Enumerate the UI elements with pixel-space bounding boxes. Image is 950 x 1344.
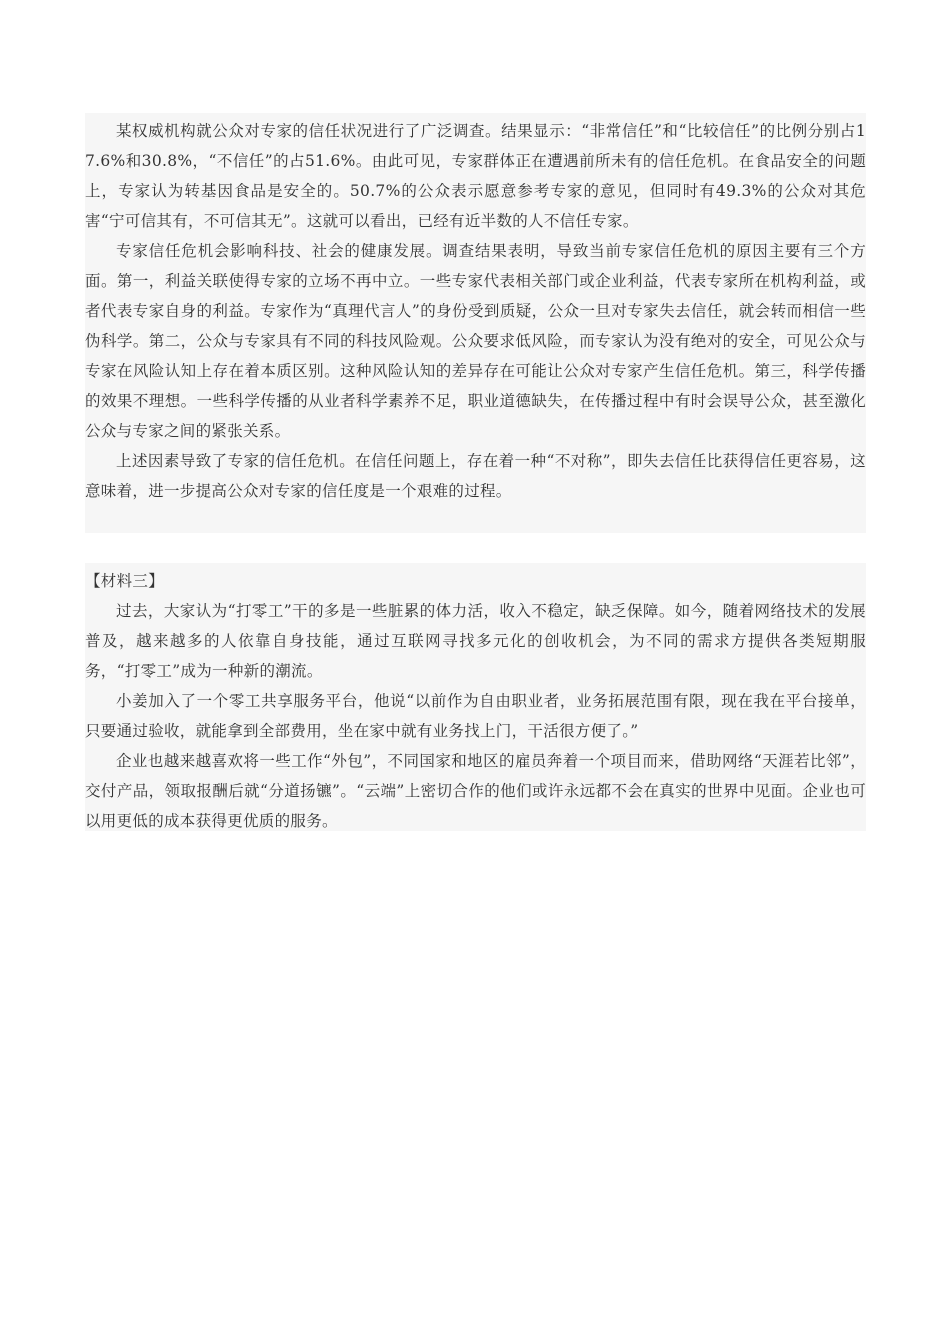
- material-three-paragraph-3: 企业也越来越喜欢将一些工作“外包”，不同国家和地区的雇员奔着一个项目而来，借助网络“天涯若比邻”，交付产品，领取报酬后就“分道扬镳”。“云端”上密切合作的他们或许永远都不会在真实的世界中见面。企业也可以用更低的成本获得更优质的服务。: [85, 752, 866, 830]
- material-two-paragraph-3: 上述因素导致了专家的信任危机。在信任问题上，存在着一种“不对称”，即失去信任比获得信任更容易，这意味着，进一步提高公众对专家的信任度是一个艰难的过程。: [85, 452, 866, 500]
- material-two-section: [85, 113, 866, 533]
- material-two-paragraph-2: 专家信任危机会影响科技、社会的健康发展。调查结果表明，导致当前专家信任危机的原因主要有三个方面。第一，利益关联使得专家的立场不再中立。一些专家代表相关部门或企业利益，代表专家所在机构利益，或者代表专家自身的利益。专家作为“真理代言人”的身份受到质疑，公众一旦对专家失去信任，就会转而相信一些伪科学。第二，公众与专家具有不同的科技风险观。公众要求低风险，而专家认为没有绝对的安全，可见公众与专家在风险认知上存在着本质区别。这种风险认知的差异存在可能让公众对专家产生信任危机。第三，科学传播的效果不理想。一些科学传播的从业者科学素养不足，职业道德缺失，在传播过程中有时会误导公众，甚至激化公众与专家之间的紧张关系。: [85, 242, 866, 440]
- material-two-paragraph-1: 某权威机构就公众对专家的信任状况进行了广泛调查。结果显示：“非常信任”和“比较信任”的比例分别占17.6%和30.8%，“不信任”的占51.6%。由此可见，专家群体正在遭遇前所未有的信任危机。在食品安全的问题上，专家认为转基因食品是安全的。50.7%的公众表示愿意参考专家的意见，但同时有49.3%的公众对其危害“宁可信其有，不可信其无”。这就可以看出，已经有近半数的人不信任专家。: [85, 122, 866, 230]
- material-three-heading: 【材料三】: [85, 572, 165, 590]
- material-three-paragraph-1: 过去，大家认为“打零工”干的多是一些脏累的体力活，收入不稳定，缺乏保障。如今，随着网络技术的发展普及，越来越多的人依靠自身技能，通过互联网寻找多元化的创收机会，为不同的需求方提供各类短期服务，“打零工”成为一种新的潮流。: [85, 602, 866, 680]
- material-three-paragraph-2: 小姜加入了一个零工共享服务平台，他说“以前作为自由职业者，业务拓展范围有限，现在我在平台接单，只要通过验收，就能拿到全部费用，坐在家中就有业务找上门，干活很方便了。”: [85, 692, 866, 740]
- material-three-section: [85, 563, 866, 831]
